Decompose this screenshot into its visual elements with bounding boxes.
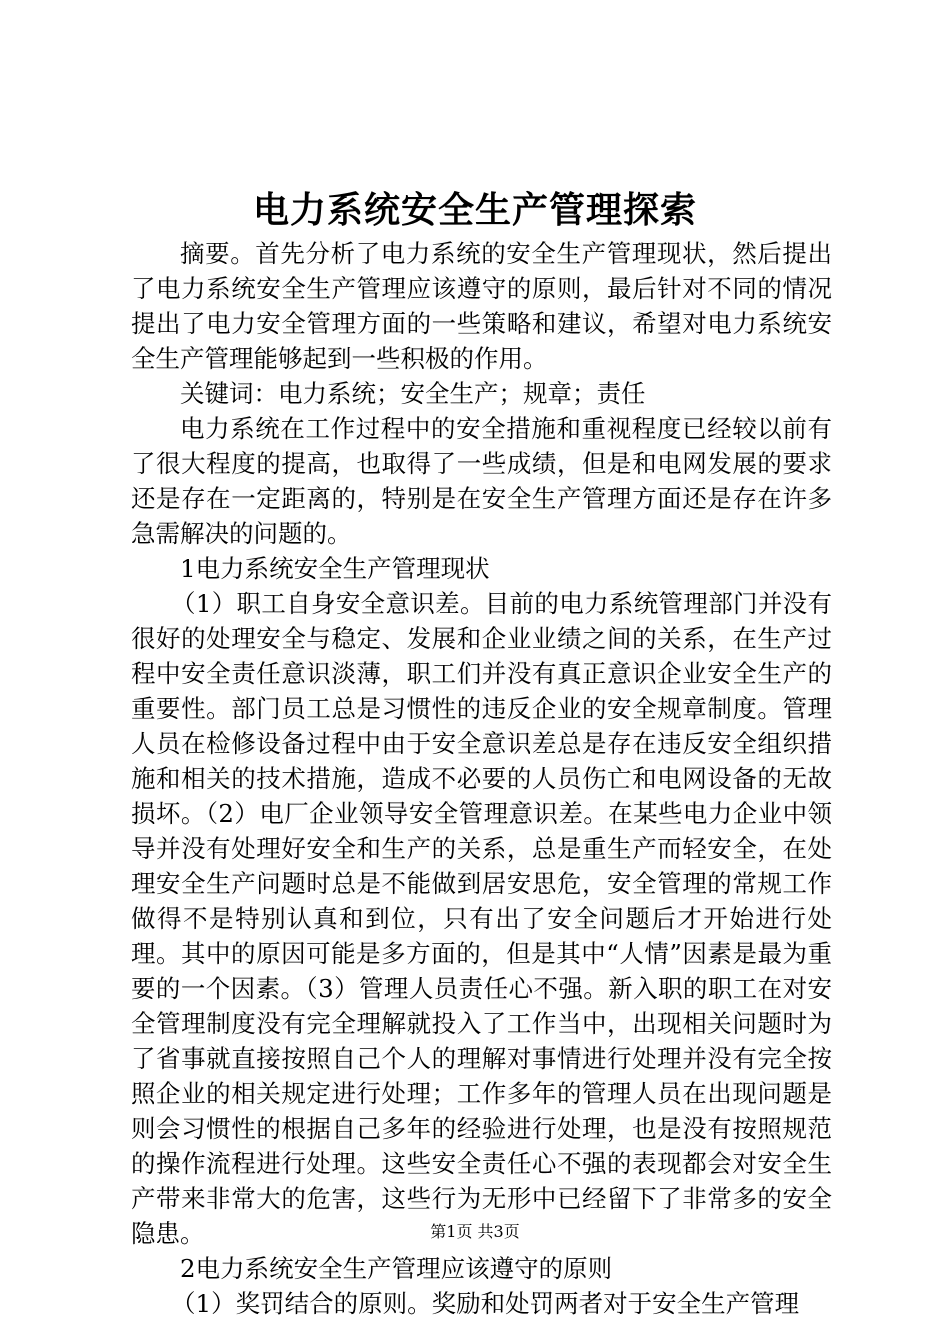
- section-heading-2: 2电力系统安全生产管理应该遵守的原则: [180, 1254, 613, 1283]
- intro-paragraph: 电力系统在工作过程中的安全措施和重视程度已经较以前有了很大程度的提高，也取得了一些成绩，但是和电网发展的要求还是存在一定距离的，特别是在安全生产管理方面还是存在许多急需解决的问题的。: [131, 414, 832, 548]
- section-1-paragraph: （1）职工自身安全意识差。目前的电力系统管理部门并没有很好的处理安全与稳定、发展和企业业绩之间的关系，在生产过程中安全责任意识淡薄，职工们并没有真正意识企业安全生产的重要性。部门员工总是习惯性的违反企业的安全规章制度。管理人员在检修设备过程中由于安全意识差总是存在违反安全组织措施和相关的技术措施，造成不必要的人员伤亡和电网设备的无故损坏。（2）电厂企业领导安全管理意识差。在某些电力企业中领导并没有处理好安全和生产的关系，总是重生产而轻安全，在处理安全生产问题时总是不能做到居安思危，安全管理的常规工作做得不是特别认真和到位，只有出了安全问题后才开始进行处理。其中的原因可能是多方面的，但是其中“人情”因素是最为重要的一个因素。（3）管理人员责任心不强。新入职的职工在对安全管理制度没有完全理解就投入了工作当中，出现相关问题时为了省事就直接按照自己个人的理解对事情进行处理并没有完全按照企业的相关规定进行处理；工作多年的管理人员在出现问题是则会习惯性的根据自己多年的经验进行处理，也是没有按照规范的操作流程进行处理。这些安全责任心不强的表现都会对安全生产带来非常大的危害，这些行为无形中已经留下了非常多的安全隐患。: [131, 589, 832, 1248]
- abstract-paragraph: 摘要。首先分析了电力系统的安全生产管理现状，然后提出了电力系统安全生产管理应该遵守的原则，最后针对不同的情况提出了电力安全管理方面的一些策略和建议，希望对电力系统安全生产管理能够起到一些积极的作用。: [131, 239, 832, 373]
- section-heading-1: 1电力系统安全生产管理现状: [180, 554, 490, 583]
- keywords-paragraph: 关键词：电力系统；安全生产；规章；责任: [180, 379, 646, 408]
- section-2-paragraph: （1）奖罚结合的原则。奖励和处罚两者对于安全生产管理: [171, 1289, 800, 1318]
- page-footer: 第1页 共3页: [430, 1222, 520, 1241]
- document-title: 电力系统安全生产管理探索: [252, 189, 697, 231]
- document-body: [131, 236, 832, 1321]
